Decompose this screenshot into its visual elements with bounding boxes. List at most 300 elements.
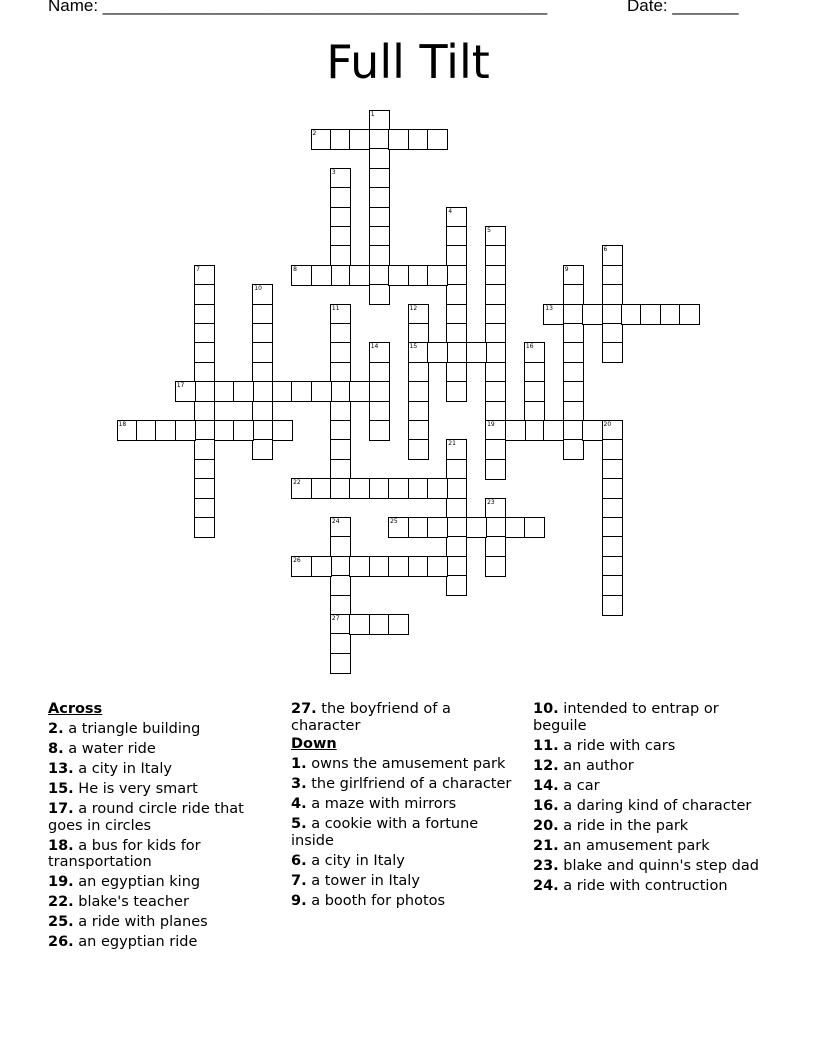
- grid-cell[interactable]: [194, 265, 215, 286]
- grid-cell[interactable]: [369, 187, 390, 208]
- grid-cell[interactable]: [485, 536, 506, 557]
- grid-cell[interactable]: [330, 653, 351, 674]
- grid-cell[interactable]: [446, 498, 467, 519]
- grid-cell[interactable]: [330, 168, 351, 189]
- clue-number: 15.: [48, 781, 74, 797]
- grid-cell[interactable]: [602, 595, 623, 616]
- grid-cell[interactable]: [369, 110, 390, 131]
- clue-number: 19.: [48, 874, 74, 890]
- grid-cell[interactable]: [136, 420, 157, 441]
- grid-cell[interactable]: [427, 342, 448, 363]
- grid-cell[interactable]: [330, 342, 351, 363]
- grid-cell[interactable]: [369, 614, 390, 635]
- grid-cell[interactable]: [349, 478, 370, 499]
- grid-cell[interactable]: [194, 342, 215, 363]
- across-clue: [48, 838, 273, 871]
- grid-cell[interactable]: [330, 614, 351, 635]
- grid-cell[interactable]: [446, 226, 467, 247]
- clue-number: 3.: [291, 776, 307, 792]
- across-clue: [48, 761, 273, 778]
- grid-cell[interactable]: [330, 226, 351, 247]
- clue-text: an amusement park: [563, 837, 710, 854]
- clue-number: 16.: [533, 797, 559, 814]
- grid-cell[interactable]: [349, 381, 370, 402]
- clue-number: 1: [370, 110, 375, 118]
- grid-cell[interactable]: [563, 439, 584, 460]
- clue-number: 18.: [48, 837, 74, 854]
- grid-cell[interactable]: [330, 245, 351, 266]
- grid-cell[interactable]: [408, 362, 429, 383]
- grid-cell[interactable]: [563, 342, 584, 363]
- grid-cell[interactable]: [291, 265, 312, 286]
- grid-cell[interactable]: [408, 439, 429, 460]
- grid-cell[interactable]: [330, 187, 351, 208]
- clue-text: a city in Italy: [78, 761, 172, 777]
- grid-cell[interactable]: [194, 420, 215, 441]
- grid-cell[interactable]: [446, 439, 467, 460]
- clue-number: 20.: [533, 817, 559, 834]
- grid-cell[interactable]: [446, 478, 467, 499]
- clue-number: 20: [603, 420, 612, 428]
- grid-cell[interactable]: [446, 381, 467, 402]
- across-clue: [48, 874, 273, 891]
- grid-cell[interactable]: [563, 401, 584, 422]
- across-clue: [48, 781, 273, 798]
- clue-number: 4.: [291, 796, 307, 812]
- clue-number: 2: [312, 129, 317, 137]
- grid-cell[interactable]: [543, 304, 564, 325]
- grid-cell[interactable]: [194, 323, 215, 344]
- clue-number: 17.: [48, 801, 74, 817]
- grid-cell[interactable]: [602, 323, 623, 344]
- clue-number: 22.: [48, 894, 74, 910]
- clue-text: a triangle building: [68, 721, 201, 737]
- grid-cell[interactable]: [330, 323, 351, 344]
- clue-text: a tower in Italy: [311, 872, 420, 889]
- grid-cell[interactable]: [311, 478, 332, 499]
- grid-cell[interactable]: [563, 420, 584, 441]
- grid-cell[interactable]: [446, 304, 467, 325]
- down-clue: [533, 758, 768, 775]
- grid-cell[interactable]: [175, 420, 196, 441]
- grid-cell[interactable]: [408, 323, 429, 344]
- down-heading: Down: [291, 736, 337, 752]
- grid-cell[interactable]: [252, 323, 273, 344]
- clue-text: the boyfriend of a character: [291, 701, 451, 734]
- grid-cell[interactable]: [563, 265, 584, 286]
- grid-cell[interactable]: [252, 381, 273, 402]
- grid-cell[interactable]: [408, 129, 429, 150]
- grid-cell[interactable]: [446, 342, 467, 363]
- down-clue: [291, 853, 516, 870]
- grid-cell[interactable]: [369, 129, 390, 150]
- clue-text: a booth for photos: [311, 892, 446, 909]
- down-clue: [291, 776, 516, 793]
- clue-number: 7: [196, 265, 200, 273]
- grid-cell[interactable]: [311, 129, 332, 150]
- grid-cell[interactable]: [485, 226, 506, 247]
- grid-cell[interactable]: [369, 226, 390, 247]
- grid-cell[interactable]: [602, 575, 623, 596]
- grid-cell[interactable]: [233, 381, 254, 402]
- grid-cell[interactable]: [485, 420, 506, 441]
- grid-cell[interactable]: [524, 342, 545, 363]
- grid-cell[interactable]: [524, 401, 545, 422]
- grid-cell[interactable]: [369, 478, 390, 499]
- grid-cell[interactable]: [291, 381, 312, 402]
- grid-cell[interactable]: [524, 517, 545, 538]
- grid-cell[interactable]: [524, 381, 545, 402]
- clue-number: 15: [409, 343, 418, 351]
- clue-text: a water ride: [68, 741, 156, 757]
- grid-cell[interactable]: [640, 304, 661, 325]
- grid-cell[interactable]: [330, 556, 351, 577]
- down-clue: [533, 738, 768, 755]
- grid-cell[interactable]: [252, 284, 273, 305]
- down-clue: [291, 796, 516, 813]
- clue-number: 13.: [48, 761, 74, 777]
- grid-cell[interactable]: [194, 304, 215, 325]
- grid-cell[interactable]: [524, 362, 545, 383]
- grid-cell[interactable]: [291, 478, 312, 499]
- grid-cell[interactable]: [602, 498, 623, 519]
- grid-cell[interactable]: [349, 614, 370, 635]
- clue-text: a ride with planes: [78, 914, 208, 930]
- grid-cell[interactable]: [485, 284, 506, 305]
- clue-number: 16: [525, 343, 534, 351]
- grid-cell[interactable]: [330, 304, 351, 325]
- grid-cell[interactable]: [485, 439, 506, 460]
- grid-cell[interactable]: [485, 498, 506, 519]
- grid-cell[interactable]: [369, 362, 390, 383]
- grid-cell[interactable]: [485, 265, 506, 286]
- grid-cell[interactable]: [117, 420, 138, 441]
- down-clue: [533, 701, 768, 734]
- grid-cell[interactable]: [330, 595, 351, 616]
- clue-number: 9: [564, 265, 569, 273]
- grid-cell[interactable]: [446, 265, 467, 286]
- clue-number: 9.: [291, 892, 307, 909]
- clue-number: 7.: [291, 872, 307, 889]
- clue-number: 18: [118, 420, 127, 428]
- puzzle-title: Full Tilt: [326, 35, 490, 89]
- clue-text: an author: [563, 757, 634, 774]
- grid-cell[interactable]: [349, 265, 370, 286]
- grid-cell[interactable]: [369, 342, 390, 363]
- clue-number: 8.: [48, 741, 64, 757]
- grid-cell[interactable]: [175, 381, 196, 402]
- grid-cell[interactable]: [369, 168, 390, 189]
- grid-cell[interactable]: [194, 362, 215, 383]
- down-clue: [533, 778, 768, 795]
- grid-cell[interactable]: [563, 284, 584, 305]
- down-clue: [291, 756, 516, 773]
- clue-number: 17: [176, 382, 185, 390]
- clue-number: 10.: [533, 701, 559, 717]
- grid-cell[interactable]: [563, 381, 584, 402]
- grid-cell[interactable]: [369, 245, 390, 266]
- grid-cell[interactable]: [272, 420, 293, 441]
- clue-number: 3: [331, 168, 336, 176]
- clue-text: a daring kind of character: [563, 797, 752, 814]
- grid-cell[interactable]: [446, 245, 467, 266]
- grid-cell[interactable]: [369, 556, 390, 577]
- across-heading: Across: [48, 701, 103, 717]
- clues-column-2: [291, 701, 516, 909]
- clue-number: 26.: [48, 934, 74, 950]
- grid-cell[interactable]: [311, 381, 332, 402]
- grid-cell[interactable]: [602, 245, 623, 266]
- grid-cell[interactable]: [408, 420, 429, 441]
- grid-cell[interactable]: [446, 536, 467, 557]
- grid-cell[interactable]: [563, 362, 584, 383]
- clue-text: blake and quinn's step dad: [563, 857, 759, 874]
- grid-cell[interactable]: [408, 401, 429, 422]
- clue-text: a ride with contruction: [563, 877, 728, 894]
- clue-number: 10: [254, 285, 262, 293]
- grid-cell[interactable]: [446, 362, 467, 383]
- clues-column-3: [533, 701, 768, 894]
- grid-cell[interactable]: [155, 420, 176, 441]
- clue-number: 23.: [533, 857, 559, 874]
- grid-cell[interactable]: [543, 420, 564, 441]
- down-clue: [533, 838, 768, 855]
- grid-cell[interactable]: [602, 478, 623, 499]
- clue-text: a ride in the park: [563, 817, 689, 834]
- grid-cell[interactable]: [330, 420, 351, 441]
- clue-number: 24.: [533, 877, 559, 894]
- grid-cell[interactable]: [505, 420, 526, 441]
- clue-number: 4: [448, 207, 453, 215]
- grid-cell[interactable]: [602, 304, 623, 325]
- grid-cell[interactable]: [427, 129, 448, 150]
- clue-number: 2.: [48, 721, 64, 737]
- across-clue: [48, 914, 273, 931]
- grid-cell[interactable]: [408, 265, 429, 286]
- grid-cell[interactable]: [602, 420, 623, 441]
- clue-text: a bus for kids for transportation: [48, 837, 201, 870]
- grid-cell[interactable]: [563, 304, 584, 325]
- grid-cell[interactable]: [330, 401, 351, 422]
- grid-cell[interactable]: [408, 381, 429, 402]
- grid-cell[interactable]: [485, 401, 506, 422]
- grid-cell[interactable]: [369, 401, 390, 422]
- clue-number: 11: [331, 304, 340, 312]
- grid-cell[interactable]: [194, 439, 215, 460]
- grid-cell[interactable]: [330, 459, 351, 480]
- grid-cell[interactable]: [427, 265, 448, 286]
- grid-cell[interactable]: [602, 517, 623, 538]
- across-clue: [48, 801, 273, 834]
- grid-cell[interactable]: [194, 478, 215, 499]
- grid-cell[interactable]: [679, 304, 700, 325]
- grid-cell[interactable]: [330, 129, 351, 150]
- grid-cell[interactable]: [485, 556, 506, 577]
- grid-cell[interactable]: [194, 284, 215, 305]
- grid-cell[interactable]: [446, 284, 467, 305]
- grid-cell[interactable]: [233, 420, 254, 441]
- grid-cell[interactable]: [330, 575, 351, 596]
- clue-number: 26: [293, 556, 301, 564]
- grid-cell[interactable]: [563, 323, 584, 344]
- grid-cell[interactable]: [446, 459, 467, 480]
- grid-cell[interactable]: [602, 556, 623, 577]
- across-clue: [48, 894, 273, 911]
- clue-number: 22: [293, 479, 301, 487]
- grid-cell[interactable]: [602, 459, 623, 480]
- across-clue: [291, 701, 516, 734]
- grid-cell[interactable]: [369, 381, 390, 402]
- grid-cell[interactable]: [214, 420, 235, 441]
- grid-cell[interactable]: [388, 129, 409, 150]
- grid-cell[interactable]: [388, 556, 409, 577]
- clue-number: 23: [487, 498, 495, 506]
- grid-cell[interactable]: [408, 517, 429, 538]
- grid-cell[interactable]: [602, 265, 623, 286]
- clue-number: 14.: [533, 777, 559, 794]
- clue-text: an egyptian king: [78, 874, 201, 890]
- clue-number: 19: [487, 420, 495, 428]
- clue-text: a ride with cars: [563, 737, 676, 754]
- grid-cell[interactable]: [194, 517, 215, 538]
- grid-cell[interactable]: [602, 536, 623, 557]
- grid-cell[interactable]: [621, 304, 642, 325]
- grid-cell[interactable]: [330, 478, 351, 499]
- down-clue: [533, 878, 768, 895]
- grid-cell[interactable]: [252, 304, 273, 325]
- grid-cell[interactable]: [194, 459, 215, 480]
- down-clue: [291, 893, 516, 910]
- clue-text: owns the amusement park: [311, 756, 506, 772]
- grid-cell[interactable]: [194, 498, 215, 519]
- clues-column-1: [48, 701, 273, 951]
- grid-cell[interactable]: [311, 265, 332, 286]
- grid-cell[interactable]: [582, 304, 603, 325]
- grid-cell[interactable]: [369, 284, 390, 305]
- grid-cell[interactable]: [388, 517, 409, 538]
- clue-number: 11.: [533, 737, 559, 754]
- down-clue: [533, 818, 768, 835]
- grid-cell[interactable]: [330, 381, 351, 402]
- grid-cell[interactable]: [427, 517, 448, 538]
- grid-cell[interactable]: [369, 265, 390, 286]
- grid-cell[interactable]: [311, 556, 332, 577]
- grid-cell[interactable]: [602, 439, 623, 460]
- grid-cell[interactable]: [408, 304, 429, 325]
- clue-text: a city in Italy: [311, 852, 405, 869]
- down-clue: [291, 816, 516, 849]
- grid-cell[interactable]: [194, 401, 215, 422]
- grid-cell[interactable]: [446, 575, 467, 596]
- down-clue: [533, 798, 768, 815]
- grid-cell[interactable]: [660, 304, 681, 325]
- grid-cell[interactable]: [485, 459, 506, 480]
- clue-text: a car: [563, 777, 600, 794]
- grid-cell[interactable]: [582, 420, 603, 441]
- clue-text: an egyptian ride: [78, 934, 198, 950]
- clue-text: intended to entrap or beguile: [533, 701, 719, 734]
- clue-text: blake's teacher: [78, 894, 189, 910]
- clue-number: 12.: [533, 757, 559, 774]
- grid-cell[interactable]: [466, 342, 487, 363]
- grid-cell[interactable]: [505, 517, 526, 538]
- grid-cell[interactable]: [330, 517, 351, 538]
- grid-cell[interactable]: [602, 284, 623, 305]
- clue-number: 13: [545, 304, 553, 312]
- grid-cell[interactable]: [330, 207, 351, 228]
- grid-cell[interactable]: [252, 401, 273, 422]
- grid-cell[interactable]: [446, 556, 467, 577]
- grid-cell[interactable]: [369, 420, 390, 441]
- grid-cell[interactable]: [446, 207, 467, 228]
- clue-number: 27: [331, 614, 340, 622]
- clue-number: 5.: [291, 816, 307, 832]
- clue-number: 14: [370, 343, 379, 351]
- grid-cell[interactable]: [252, 362, 273, 383]
- name-field-label: Name: _______________________________________________: [48, 0, 548, 15]
- clue-number: 6: [603, 246, 608, 254]
- down-clue: [533, 858, 768, 875]
- grid-cell[interactable]: [252, 439, 273, 460]
- grid-cell[interactable]: [252, 420, 273, 441]
- clue-text: a round circle ride that goes in circles: [48, 801, 244, 834]
- grid-cell[interactable]: [427, 556, 448, 577]
- grid-cell[interactable]: [408, 342, 429, 363]
- grid-cell[interactable]: [602, 342, 623, 363]
- grid-cell[interactable]: [485, 245, 506, 266]
- down-clue: [291, 873, 516, 890]
- across-clue: [48, 721, 273, 738]
- grid-cell[interactable]: [446, 323, 467, 344]
- grid-cell[interactable]: [485, 362, 506, 383]
- grid-cell[interactable]: [349, 556, 370, 577]
- grid-cell[interactable]: [485, 517, 506, 538]
- grid-cell[interactable]: [485, 342, 506, 363]
- grid-cell[interactable]: [388, 478, 409, 499]
- grid-cell[interactable]: [388, 614, 409, 635]
- grid-cell[interactable]: [330, 536, 351, 557]
- grid-cell[interactable]: [524, 420, 545, 441]
- clue-text: a maze with mirrors: [311, 796, 457, 812]
- grid-cell[interactable]: [272, 381, 293, 402]
- grid-cell[interactable]: [485, 381, 506, 402]
- grid-cell[interactable]: [330, 439, 351, 460]
- grid-cell[interactable]: [330, 633, 351, 654]
- grid-cell[interactable]: [408, 556, 429, 577]
- grid-cell[interactable]: [194, 381, 215, 402]
- grid-cell[interactable]: [214, 381, 235, 402]
- clue-number: 27.: [291, 701, 317, 717]
- grid-cell[interactable]: [369, 148, 390, 169]
- grid-cell[interactable]: [369, 207, 390, 228]
- grid-cell[interactable]: [485, 304, 506, 325]
- grid-cell[interactable]: [330, 362, 351, 383]
- clue-number: 25: [390, 517, 398, 525]
- grid-cell[interactable]: [466, 517, 487, 538]
- grid-cell[interactable]: [349, 129, 370, 150]
- clue-number: 21: [448, 440, 456, 448]
- clue-text: the girlfriend of a character: [311, 776, 512, 792]
- grid-cell[interactable]: [291, 556, 312, 577]
- grid-cell[interactable]: [408, 478, 429, 499]
- grid-cell[interactable]: [388, 265, 409, 286]
- grid-cell[interactable]: [446, 517, 467, 538]
- grid-cell[interactable]: [485, 323, 506, 344]
- grid-cell[interactable]: [330, 265, 351, 286]
- grid-cell[interactable]: [427, 478, 448, 499]
- date-field-label: Date: _______: [627, 0, 739, 15]
- grid-cell[interactable]: [252, 342, 273, 363]
